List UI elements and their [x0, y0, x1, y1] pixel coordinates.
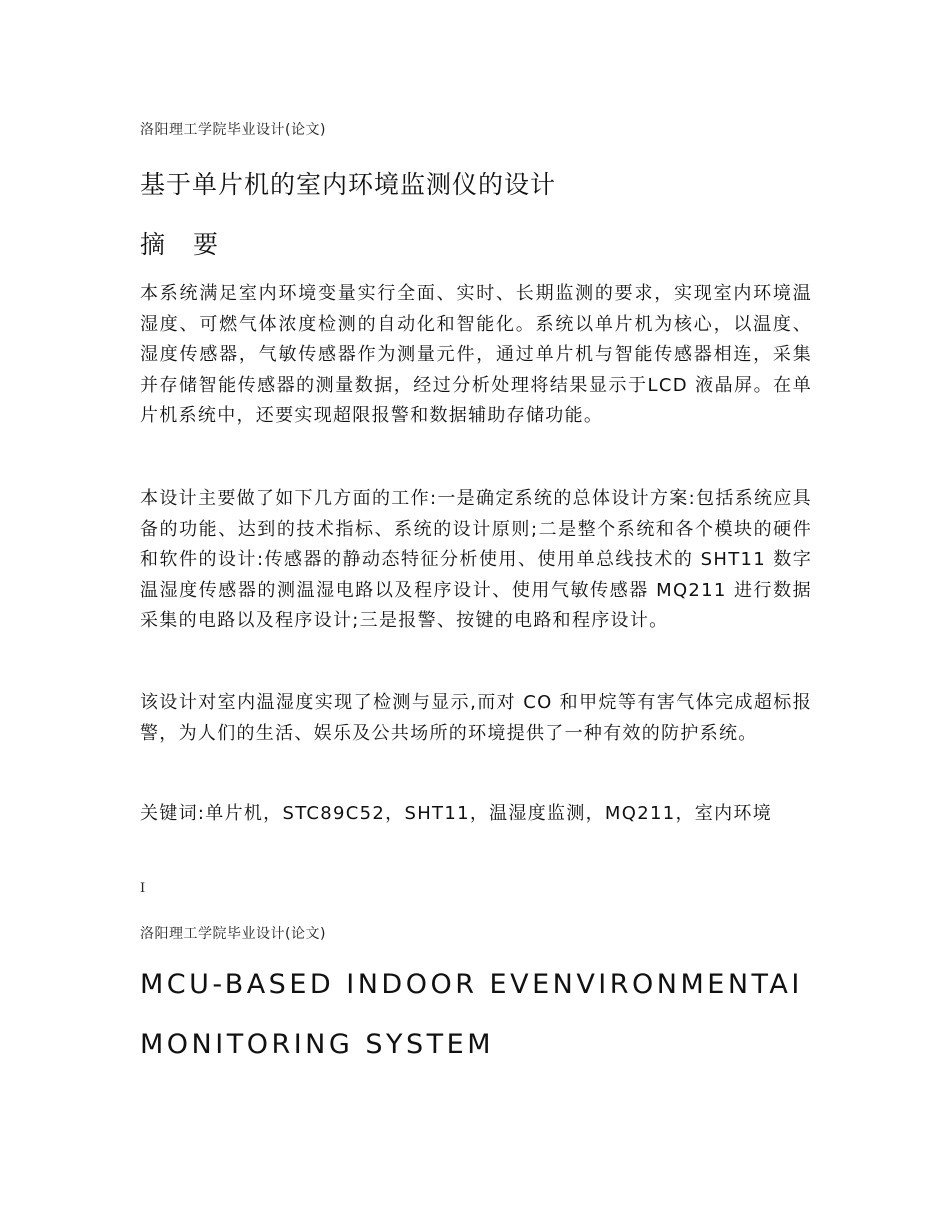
- page-number: I: [140, 881, 146, 896]
- english-title: MCU-BASED INDOOR EVENVIRONMENTAI MONITORING SYSTEM: [140, 969, 803, 1060]
- keywords: 关键词:单片机，STC89C52，SHT11，温湿度监测，MQ211，室内环境: [140, 803, 772, 824]
- running-header: 洛阳理工学院毕业设计(论文): [140, 122, 326, 138]
- running-header-2: 洛阳理工学院毕业设计(论文): [140, 926, 326, 942]
- abstract-paragraph-3: 该设计对室内温湿度实现了检测与显示,而对 CO 和甲烷等有害气体完成超标报警，为人们的生活、娱乐及公共场所的环境提供了一种有效的防护系统。: [140, 692, 812, 744]
- abstract-heading: 摘 要: [140, 230, 228, 259]
- abstract-paragraph-2: 本设计主要做了如下几方面的工作:一是确定系统的总体设计方案:包括系统应具备的功能、达到的技术指标、系统的设计原则;二是整个系统和各个模块的硬件和软件的设计:传感器的静动态特征分析使用、使用单总线技术的 SHT11 数字温湿度传感器的测温湿电路以及程序设计、使用气敏传感器 MQ211 进行数据采集的电路以及程序设计;三是报警、按键的电路和程序设计。: [140, 488, 812, 631]
- abstract-paragraph-1: 本系统满足室内环境变量实行全面、实时、长期监测的要求，实现室内环境温湿度、可燃气体浓度检测的自动化和智能化。系统以单片机为核心，以温度、湿度传感器，气敏传感器作为测量元件，通过单片机与智能传感器相连，采集并存储智能传感器的测量数据，经过分析处理将结果显示于LCD 液晶屏。在单片机系统中，还要实现超限报警和数据辅助存储功能。: [140, 283, 812, 426]
- thesis-title: 基于单片机的室内环境监测仪的设计: [140, 170, 557, 199]
